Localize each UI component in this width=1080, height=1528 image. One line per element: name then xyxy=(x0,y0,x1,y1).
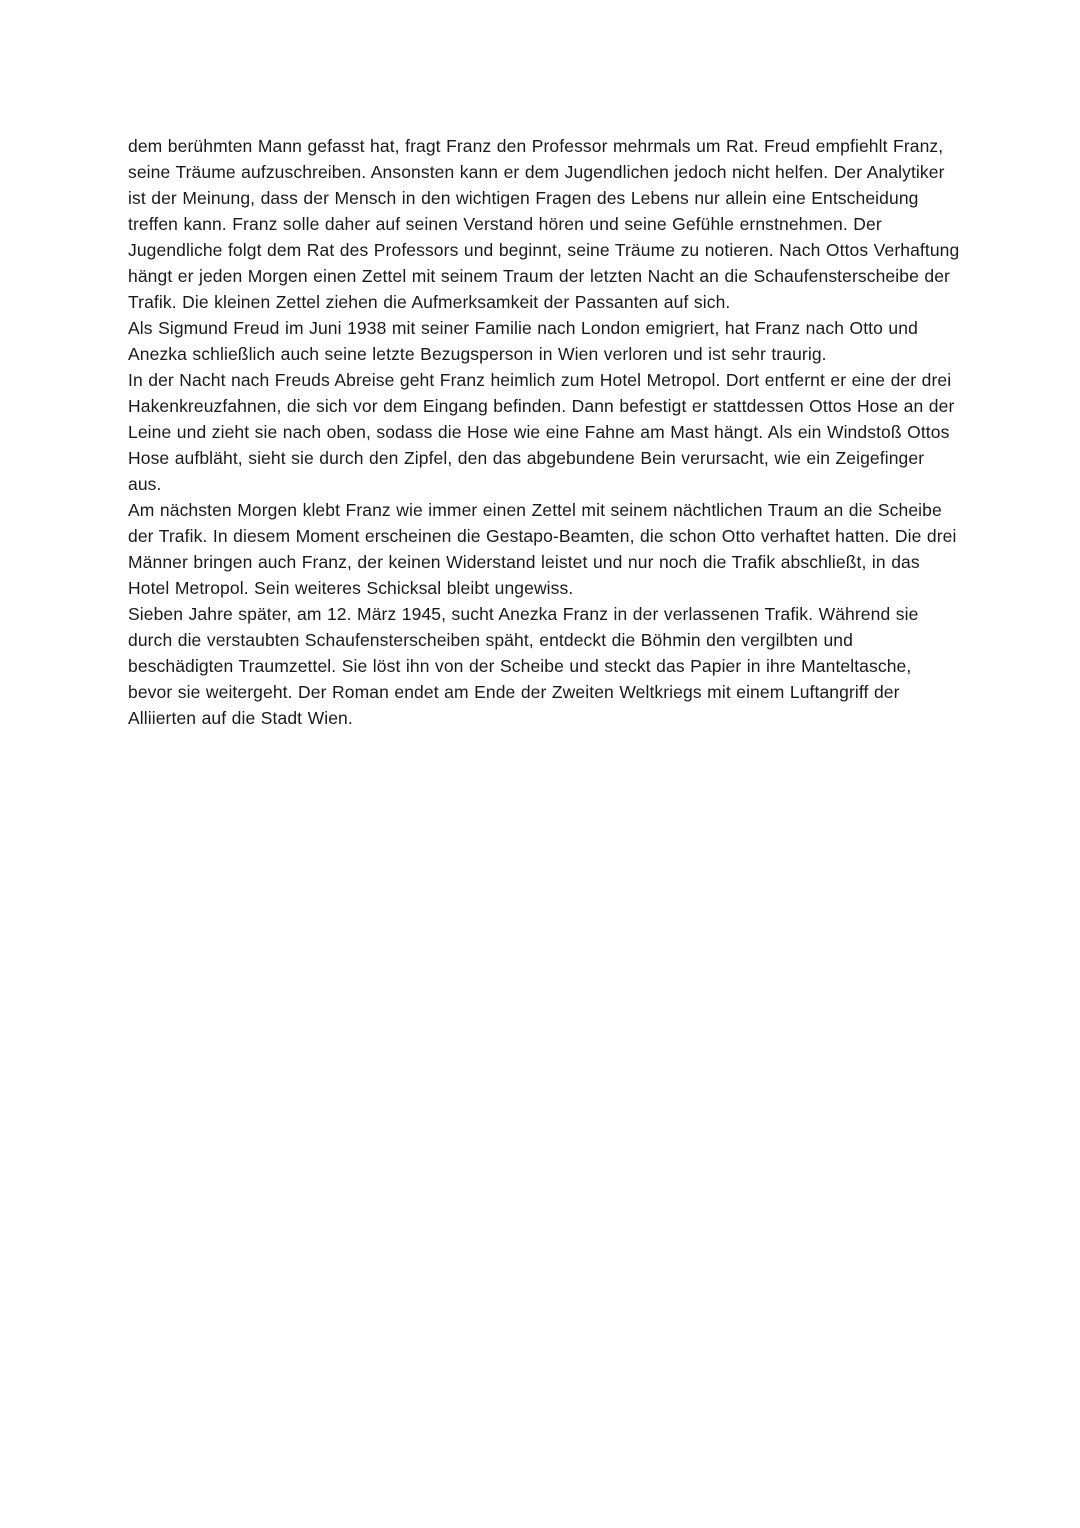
paragraph-anezka-1945-ending: Sieben Jahre später, am 12. März 1945, sucht Anezka Franz in der verlassenen Trafik. Während sie durch die verstaubten Schaufensterscheiben späht, entdeckt die Böhmin den vergilbten und beschädigten Traumzettel. Sie löst ihn von der Scheibe und steckt das Papier in ihre Manteltasche, bevor sie weitergeht. Der Roman endet am Ende der Zweiten Weltkriegs mit einem Luftangriff der Alliierten auf die Stadt Wien. xyxy=(128,604,919,728)
paragraph-freud-emigration: Als Sigmund Freud im Juni 1938 mit seiner Familie nach London emigriert, hat Franz nach Otto und Anezka schließlich auch seine letzte Bezugsperson in Wien verloren und ist sehr traurig. xyxy=(128,318,918,364)
paragraph-freud-advice: dem berühmten Mann gefasst hat, fragt Franz den Professor mehrmals um Rat. Freud empfiehlt Franz, seine Träume aufzuschreiben. Ansonsten kann er dem Jugendlichen jedoch nicht helfen. Der Analytiker ist der Meinung, dass der Mensch in den wichtigen Fragen des Lebens nur allein eine Entscheidung treffen kann. Franz solle daher auf seinen Verstand hören und seine Gefühle ernstnehmen. Der Jugendliche folgt dem Rat des Professors und beginnt, seine Träume zu notieren. Nach Ottos Verhaftung hängt er jeden Morgen einen Zettel mit seinem Traum der letzten Nacht an die Schaufensterscheibe der Trafik. Die kleinen Zettel ziehen die Aufmerksamkeit der Passanten auf sich. xyxy=(128,136,960,312)
paragraph-gestapo-arrest: Am nächsten Morgen klebt Franz wie immer einen Zettel mit seinem nächtlichen Traum an die Scheibe der Trafik. In diesem Moment erscheinen die Gestapo-Beamten, die schon Otto verhaftet hatten. Die drei Männer bringen auch Franz, der keinen Widerstand leistet und nur noch die Trafik abschließt, in das Hotel Metropol. Sein weiteres Schicksal bleibt ungewiss. xyxy=(128,500,957,598)
document-body xyxy=(128,133,960,731)
paragraph-hotel-metropol-flag: In der Nacht nach Freuds Abreise geht Franz heimlich zum Hotel Metropol. Dort entfernt er eine der drei Hakenkreuzfahnen, die sich vor dem Eingang befinden. Dann befestigt er stattdessen Ottos Hose an der Leine und zieht sie nach oben, sodass die Hose wie eine Fahne am Mast hängt. Als ein Windstoß Ottos Hose aufbläht, sieht sie durch den Zipfel, den das abgebundene Bein verursacht, wie ein Zeigefinger aus. xyxy=(128,370,955,494)
